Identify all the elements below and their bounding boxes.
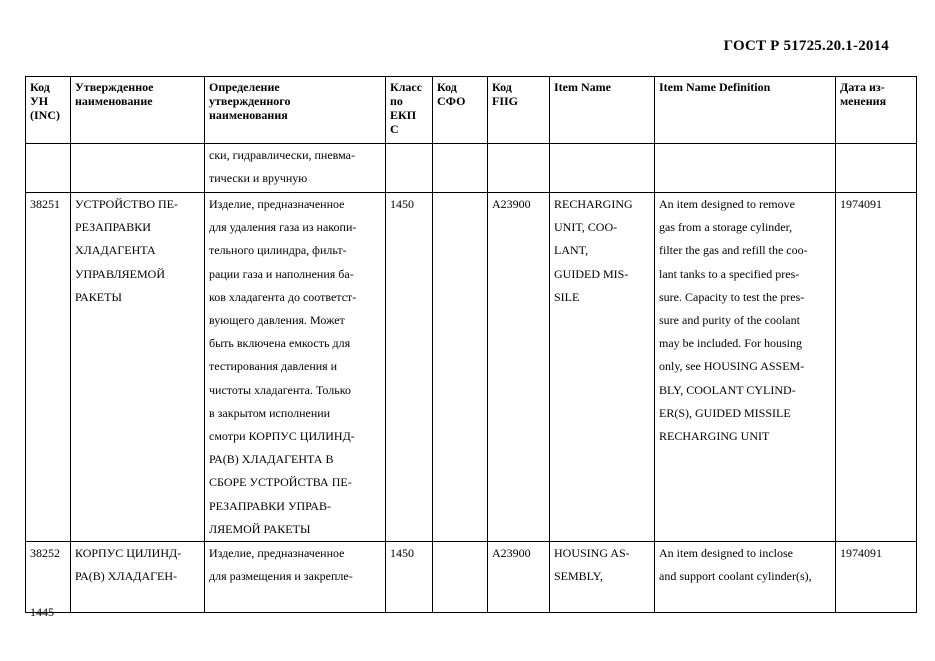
cell-name: УСТРОЙСТВО ПЕ- РЕЗАПРАВКИ ХЛАДАГЕНТА УПРАВЛЯЕМОЙ РАКЕТЫ bbox=[71, 193, 205, 542]
header-fiig: Код FIIG bbox=[488, 77, 550, 144]
cell-class: 1450 bbox=[386, 542, 433, 613]
cell-inc: 38252 bbox=[26, 542, 71, 613]
header-class: Класс по ЕКП С bbox=[386, 77, 433, 144]
header-sfo: Код СФО bbox=[433, 77, 488, 144]
table-row bbox=[26, 193, 917, 542]
cell-fiig: A23900 bbox=[488, 542, 550, 613]
header-inc: Код УН (INC) bbox=[26, 77, 71, 144]
cell-item-name bbox=[550, 144, 655, 193]
cell-fiig: A23900 bbox=[488, 193, 550, 542]
cell-definition: Изделие, предназначенное для удаления газа из накопи- тельного цилиндра, фильт- рации газа и наполнения ба- ков хладагента до соответст- вующего давления. Может быть включена емкость для тестирования давления и чистоты хладагента. Только в закрытом исполнении смотри КОРПУС ЦИЛИНД- РА(В) ХЛАДАГЕНТА В СБОРЕ УСТРОЙСТВА ПЕ- РЕЗАПРАВКИ УПРАВ- ЛЯЕМОЙ РАКЕТЫ bbox=[205, 193, 386, 542]
cell-name: КОРПУС ЦИЛИНД- РА(В) ХЛАДАГЕН- bbox=[71, 542, 205, 613]
cell-name bbox=[71, 144, 205, 193]
classification-table bbox=[25, 76, 917, 613]
cell-class: 1450 bbox=[386, 193, 433, 542]
cell-date: 1974091 bbox=[836, 193, 917, 542]
cell-date bbox=[836, 144, 917, 193]
table-row-continuation bbox=[26, 144, 917, 193]
cell-sfo bbox=[433, 193, 488, 542]
cell-inc bbox=[26, 144, 71, 193]
cell-class bbox=[386, 144, 433, 193]
cell-item-definition bbox=[655, 144, 836, 193]
cell-fiig bbox=[488, 144, 550, 193]
header-item-name-definition: Item Name Definition bbox=[655, 77, 836, 144]
document-title: ГОСТ Р 51725.20.1-2014 bbox=[723, 38, 889, 54]
header-approved-name: Утвержденное наименование bbox=[71, 77, 205, 144]
cell-inc: 38251 bbox=[26, 193, 71, 542]
cell-item-definition: An item designed to inclose and support coolant cylinder(s), bbox=[655, 542, 836, 613]
page-number: 1445 bbox=[30, 605, 54, 619]
cell-item-name: RECHARGING UNIT, COO- LANT, GUIDED MIS- SILE bbox=[550, 193, 655, 542]
table-row bbox=[26, 542, 917, 613]
header-definition: Определение утвержденного наименования bbox=[205, 77, 386, 144]
table-header-row bbox=[26, 77, 917, 144]
cell-item-name: HOUSING AS- SEMBLY, bbox=[550, 542, 655, 613]
cell-definition: ски, гидравлически, пневма- тически и вручную bbox=[205, 144, 386, 193]
cell-item-definition: An item designed to remove gas from a storage cylinder, filter the gas and refill the coo- lant tanks to a specified pres- sure. Capacity to test the pres- sure and purity of the coolant may be included. For housing only, see HOUSING ASSEM- BLY, COOLANT CYLIND- ER(S), GUIDED MISSILE RECHARGING UNIT bbox=[655, 193, 836, 542]
header-change-date: Дата из- менения bbox=[836, 77, 917, 144]
cell-definition: Изделие, предназначенное для размещения и закрепле- bbox=[205, 542, 386, 613]
cell-date: 1974091 bbox=[836, 542, 917, 613]
cell-sfo bbox=[433, 542, 488, 613]
cell-sfo bbox=[433, 144, 488, 193]
header-item-name: Item Name bbox=[550, 77, 655, 144]
